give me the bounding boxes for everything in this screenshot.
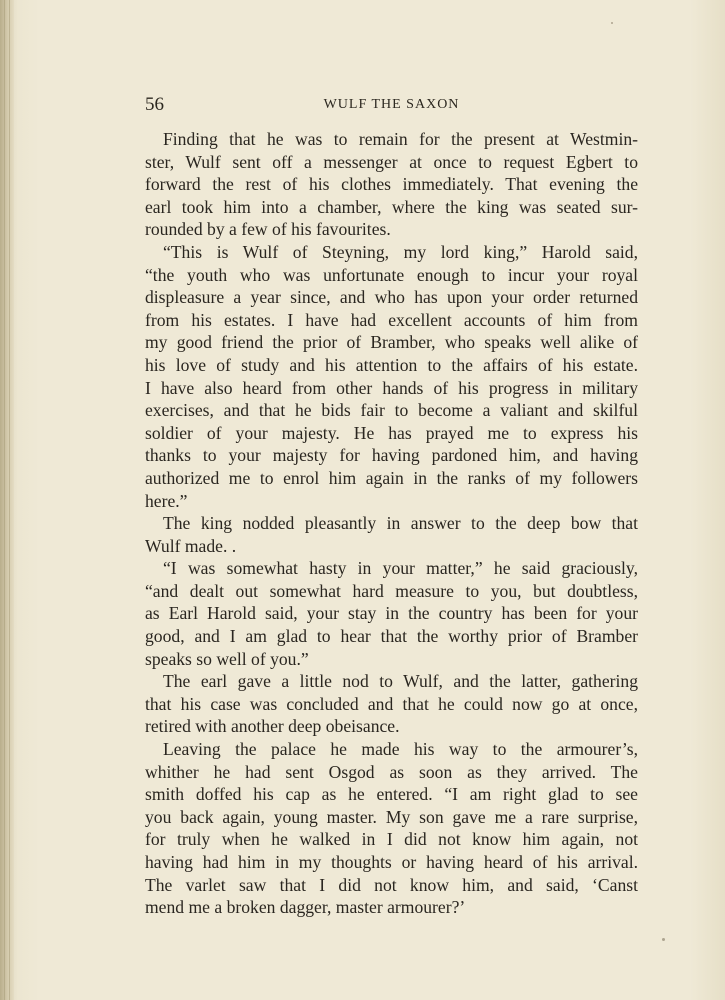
body-text [145,128,638,919]
text-line: Leaving the palace he made his way to the armourer’s, [163,739,638,760]
text-line: for truly when he walked in I did not know him again, not [145,829,638,850]
text-line: good, and I am glad to hear that the worthy prior of Bramber [145,626,638,647]
page-binding-edge [0,0,14,1000]
page-header [145,93,638,117]
text-line: displeasure a year since, and who has upon your order returned [145,287,638,308]
text-line: speaks so well of you.” [145,648,309,669]
text-line: exercises, and that he bids fair to become a valiant and skilful [145,400,638,421]
text-line: my good friend the prior of Bramber, who speaks well alike of [145,332,638,353]
text-line: The king nodded pleasantly in answer to the deep bow that [163,513,638,534]
text-line: “This is Wulf of Steyning, my lord king,” Harold said, [163,241,638,262]
text-line: authorized me to enrol him again in the ranks of my followers [145,467,638,488]
binding-line [9,0,10,1000]
text-line: smith doffed his cap as he entered. “I am right glad to see [145,784,638,805]
text-line: retired with another deep obeisance. [145,716,400,737]
text-line: as Earl Harold said, your stay in the country has been for your [145,603,638,624]
text-line: that his case was concluded and that he could now go at once, [145,693,638,714]
text-line: from his estates. I have had excellent accounts of him from [145,309,638,330]
paper-speck [611,22,613,24]
text-line: I have also heard from other hands of his progress in military [145,377,638,398]
text-line: whither he had sent Osgod as soon as they arrived. The [145,761,638,782]
text-line: The earl gave a little nod to Wulf, and the latter, gathering [163,671,638,692]
text-line: here.” [145,490,188,511]
running-title: WULF THE SAXON [323,97,460,112]
text-line: thanks to your majesty for having pardoned him, and having [145,445,638,466]
text-line: The varlet saw that I did not know him, and said, ‘Canst [145,874,638,895]
text-line: Wulf made. . [145,535,237,556]
text-line: soldier of your majesty. He has prayed me to express his [145,422,638,443]
text-line: Finding that he was to remain for the present at Westmin- [163,129,638,149]
text-line: “I was somewhat hasty in your matter,” he said graciously, [163,558,638,579]
text-line: “the youth who was unfortunate enough to incur your royal [145,264,638,285]
binding-line [4,0,5,1000]
text-line: “and dealt out somewhat hard measure to you, but doubtless, [145,580,638,601]
text-line: having had him in my thoughts or having heard of his arrival. [145,852,638,872]
text-line: ster, Wulf sent off a messenger at once to request Egbert to [145,151,638,172]
text-line: rounded by a few of his favourites. [145,219,391,240]
paper-speck [662,938,665,941]
text-line: his love of study and his attention to the affairs of his estate. [145,354,638,375]
text-line: you back again, young master. My son gave me a rare surprise, [145,806,638,827]
text-line: mend me a broken dagger, master armourer?’ [145,897,466,918]
page-number: 56 [145,94,164,115]
text-line: forward the rest of his clothes immediately. That evening the [145,174,638,195]
text-line: earl took him into a chamber, where the king was seated sur- [145,196,638,217]
